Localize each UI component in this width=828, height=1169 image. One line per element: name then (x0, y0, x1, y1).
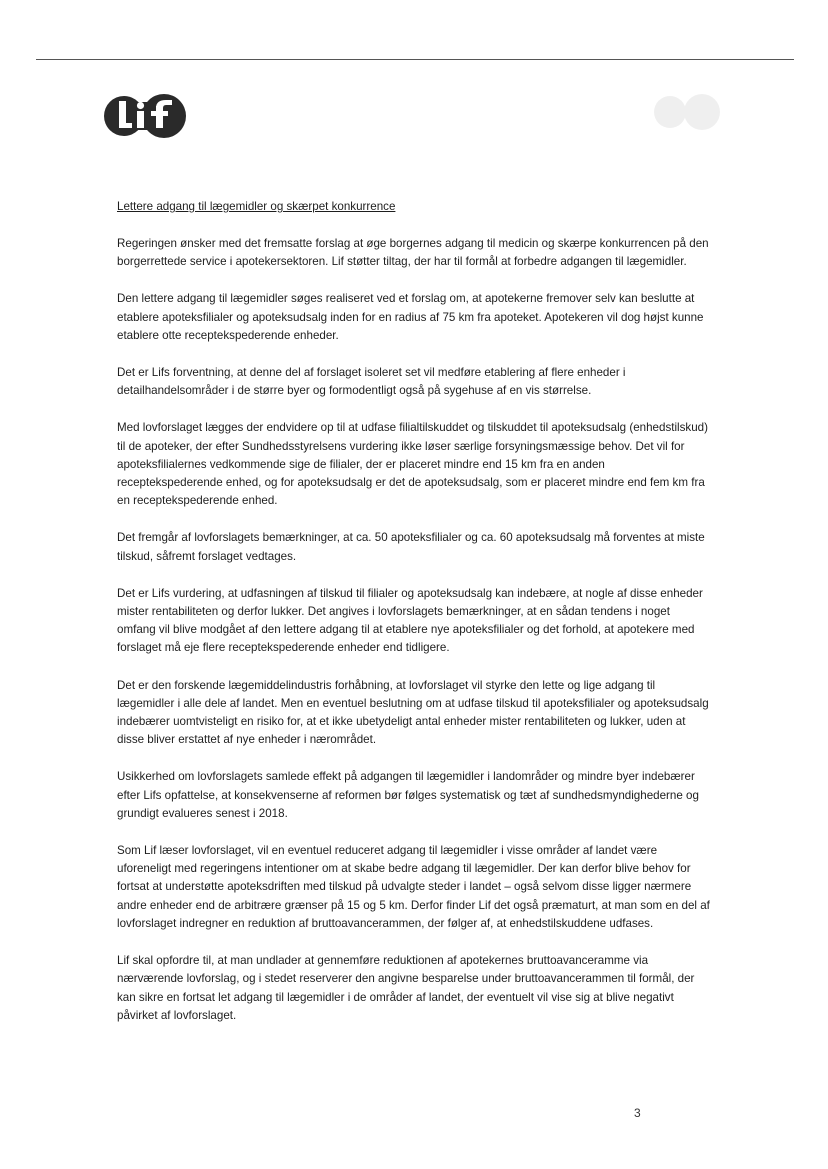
section-heading: Lettere adgang til lægemidler og skærpet konkurrence (117, 200, 396, 213)
paragraph-10: Lif skal opfordre til, at man undlader at gennemføre reduktionen af apotekernes bruttoavanceramme via nærværende lovforslag, og i stedet reserverer den angivne besparelse under bruttoavancerammen til formål, der kan sikre en fortsat let adgang til lægemidler i de områder af landet, der eventuelt vil vise sig at blive negativt påvirket af lovforslaget. (117, 954, 695, 1022)
paragraph-6: Det er Lifs vurdering, at udfasningen af tilskud til filialer og apoteksudsalg kan indebære, at nogle af disse enheder mister rentabiliteten og derfor lukker. Det angives i lovforslagets bemærkninger, at en sådan tendens i noget omfang vil blive modgået af den lettere adgang til at etablere nye apoteksfilialer og det forhold, at apotekere med forslaget må eje flere receptekspederende enheder end tidligere. (117, 586, 703, 655)
page-number: 3 (634, 1106, 641, 1120)
lif-logo (104, 94, 188, 138)
paragraph-3: Det er Lifs forventning, at denne del af forslaget isoleret set vil medføre etablering af flere enheder i detailhandelsområder i de større byer og formodentligt også på sygehuse af en vis størrelse. (117, 366, 626, 398)
paragraph-1: Regeringen ønsker med det fremsatte forslag at øge borgernes adgang til medicin og skærpe konkurrencen på den borgerrettede service i apotekersektoren. Lif støtter tiltag, der har til formål at forbedre adgangen til lægemidler. (117, 237, 709, 269)
faint-watermark-logo (652, 92, 722, 132)
paragraph-2: Den lettere adgang til lægemidler søges realiseret ved et forslag om, at apotekerne fremover selv kan beslutte at etablere apoteksfilialer og apoteksudsalg inden for en radius af 75 km fra apoteket. Apotekeren vil dog højst kunne etablere otte receptekspederende enheder. (117, 292, 704, 342)
paragraph-9: Som Lif læser lovforslaget, vil en eventuel reduceret adgang til lægemidler i visse områder af landet være uforeneligt med regeringens intentioner om at skabe bedre adgang til lægemidler. Der kan derfor blive behov for fortsat at understøtte apoteksdriften med tilskud på udvalgte steder i landet – også selvom disse ligger nærmere andre enheder end de arbitrære grænser på 15 og 5 km. Derfor finder Lif det også præmaturt, at man som en del af lovforslaget indregner en reduktion af bruttoavancerammen, der følger af, at enhedstilskuddene udfases. (117, 844, 710, 930)
paragraph-4: Med lovforslaget lægges der endvidere op til at udfase filialtilskuddet og tilskuddet til apoteksudsalg (enhedstilskud) til de apoteker, der efter Sundhedsstyrelsens vurdering ikke løser særlige forsyningsmæssige behov. Det vil for apoteksfilialernes vedkommende sige de filialer, der er placeret mindre end 15 km fra en anden receptekspederende enhed, og for apoteksudsalg er det de apoteksudsalg, som er placeret mindre end fem km fra en receptekspederende enhed. (117, 421, 708, 508)
paragraph-8: Usikkerhed om lovforslagets samlede effekt på adgangen til lægemidler i landområder og mindre byer indebærer efter Lifs opfattelse, at konsekvenserne af reformen bør følges systematisk og tæt af sundhedsmyndighederne og grundigt evalueres senest i 2018. (117, 770, 699, 820)
paragraph-7: Det er den forskende lægemiddelindustris forhåbning, at lovforslaget vil styrke den lette og lige adgang til lægemidler i alle dele af landet. Men en eventuel beslutning om at udfase tilskud til apoteksfilialer og apoteksudsalg indebærer uomtvisteligt en risiko for, at et ikke ubetydeligt antal enheder mister rentabiliteten og lukker, uden at disse bliver erstattet af nye enheder i nærområdet. (117, 678, 709, 747)
document-body (117, 199, 711, 1044)
paragraph-5: Det fremgår af lovforslagets bemærkninger, at ca. 50 apoteksfilialer og ca. 60 apoteksudsalg må forventes at miste tilskud, såfremt forslaget vedtages. (117, 531, 705, 563)
header-rule (36, 59, 794, 60)
